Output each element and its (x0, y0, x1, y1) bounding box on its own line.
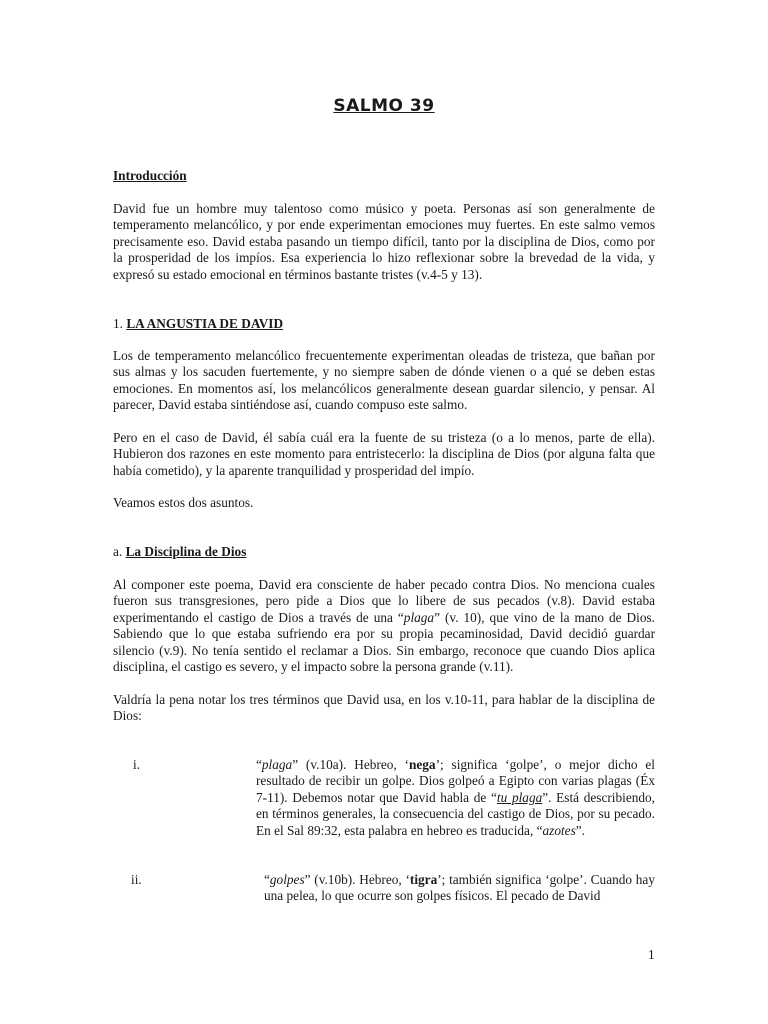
text-run: “ (256, 757, 262, 772)
text-run: ”. Está describiendo, en términos generales, la consecuencia del castigo de Dios, por su pecado. En el Sal 89:32, esta palabra en hebreo es traducida, “ (256, 789, 656, 838)
list-item-number: ii. (131, 872, 142, 887)
section-1-title: LA ANGUSTIA DE DAVID (126, 316, 284, 331)
list-item-i (256, 757, 655, 839)
term-golpes: golpes (269, 872, 305, 887)
term-azotes: azotes (542, 822, 576, 838)
subsection-a-title: La Disciplina de Dios (125, 544, 247, 559)
text-run: ” (v. 10), que vino de la mano de Dios. Sabiendo que lo que estaba sufriendo era por su propia pecaminosidad, David decidió guardar silencio (v.9). No tenía sentido el reclamar a Dios. Sin embargo, reconoce que cuando Dios aplica disciplina, el castigo es severo, y el impacto sobre la persona grande (v.11). (113, 609, 655, 675)
subsection-a-paragraph-1 (113, 577, 655, 675)
text-run: ” (v.10a). Hebreo, ‘ (292, 757, 409, 772)
page-title: SALMO 39 (333, 96, 435, 116)
text-run: ’; significa ‘golpe’, o mejor dicho el resultado de recibir un golpe. Dios golpeó a Egipto con varias plagas (Éx 7-11). Debemos notar que David habla de “ (256, 757, 655, 805)
hebrew-term: nega (408, 757, 436, 772)
intro-heading (113, 168, 187, 184)
section-1-heading (113, 316, 283, 332)
subsection-a-heading (113, 544, 246, 560)
text-run: ” (v.10b). Hebreo, ‘ (304, 872, 410, 887)
term-tu-plaga: tu plaga (496, 789, 543, 805)
text-run: “ (264, 872, 270, 887)
subsection-a-letter: a. (113, 544, 123, 559)
text-run: Al componer este poema, David era consciente de haber pecado contra Dios. No menciona cuales fueron sus transgresiones, pero pide a Dios que lo libere de sus pecados (v.8). David estaba experimentando el castigo de Dios a través de una “ (113, 577, 655, 625)
subsection-a-paragraph-2: Valdría la pena notar los tres términos que David usa, en los v.10-11, para hablar de la disciplina de Dios: (113, 692, 655, 724)
term-plaga: plaga (403, 609, 435, 625)
text-run: ’; también significa ‘golpe’. Cuando hay una pelea, lo que ocurre son golpes físicos. El pecado de David (264, 872, 655, 904)
list-item-ii (264, 872, 655, 905)
hebrew-term: tigra (409, 872, 438, 887)
intro-paragraph: David fue un hombre muy talentoso como músico y poeta. Personas así son generalmente de temperamento melancólico, y por ende experimentan emociones muy fuertes. En este salmo vemos precisamente eso. David estaba pasando un tiempo difícil, tanto por la disciplina de Dios, como por la prosperidad de los impíos. Esa experiencia lo hizo reflexionar sobre la brevedad de la vida, y expresó su estado emocional en términos bastante tristes (v.4-5 y 13). (113, 201, 655, 282)
section-1-number: 1. (113, 316, 123, 331)
section-1-paragraph-1: Los de temperamento melancólico frecuentemente experimentan oleadas de tristeza, que bañan por sus almas y los sacuden fuertemente, y no siempre saben de dónde vienen o a qué se deben estas emociones. En momentos así, los melancólicos generalmente desean guardar silencio, y pensar. Al parecer, David estaba sintiéndose así, cuando compuso este salmo. (113, 348, 655, 413)
text-run: ”. (575, 822, 585, 838)
page-number: 1 (648, 947, 655, 962)
intro-heading-text: Introducción (113, 168, 187, 183)
term-plaga: plaga (261, 757, 293, 772)
list-item-number: i. (133, 757, 141, 772)
section-1-paragraph-2: Pero en el caso de David, él sabía cuál era la fuente de su tristeza (o a lo menos, parte de ella). Hubieron dos razones en este momento para entristecerlo: la disciplina de Dios (por alguna falta que había cometido), y la aparente tranquilidad y prosperidad del impío. (113, 430, 655, 478)
section-1-paragraph-3: Veamos estos dos asuntos. (113, 495, 254, 510)
